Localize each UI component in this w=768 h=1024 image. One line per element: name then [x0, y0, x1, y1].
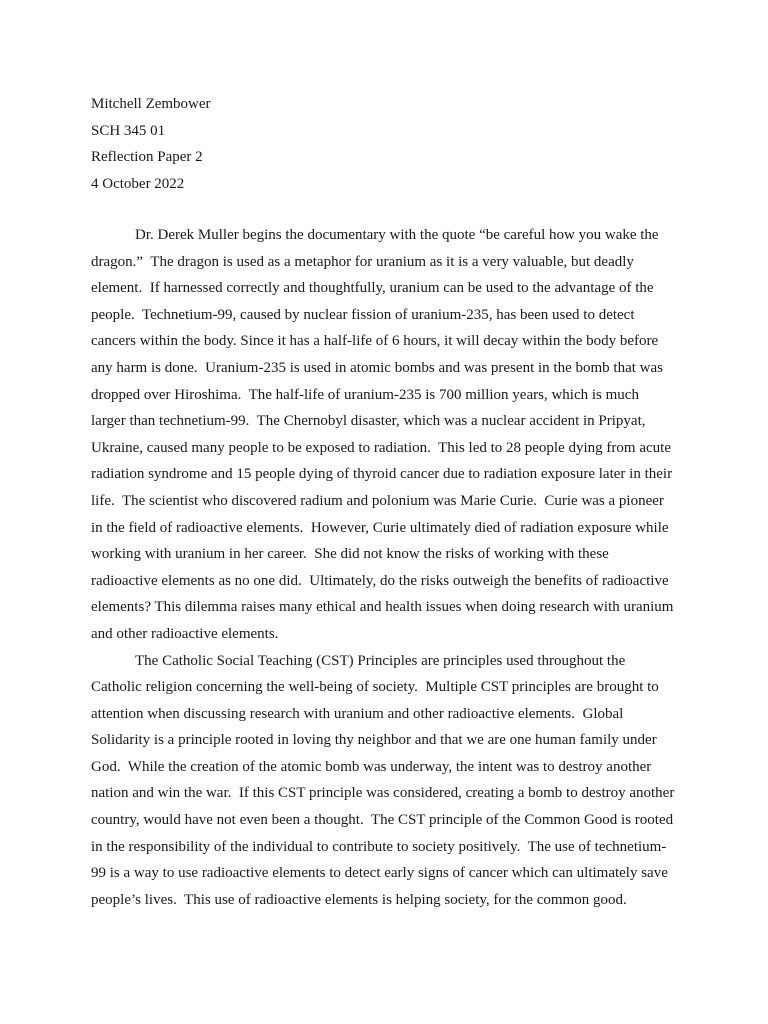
- text-line: Ukraine, caused many people to be exposed to radiation. This led to 28 people dying from acute: [91, 439, 671, 456]
- text-line: element. If harnessed correctly and thoughtfully, uranium can be used to the advantage of the: [91, 280, 654, 297]
- author-name: Mitchell Zembower: [91, 96, 211, 112]
- text-line: Solidarity is a principle rooted in loving thy neighbor and that we are one human family under: [91, 732, 657, 749]
- text-line: The Catholic Social Teaching (CST) Principles are principles used throughout the: [135, 652, 626, 669]
- text-line: in the responsibility of the individual to contribute to society positively. The use of technetium-: [91, 838, 667, 855]
- text-line: dragon.” The dragon is used as a metaphor for uranium as it is a very valuable, but deadly: [91, 253, 634, 270]
- text-line: Dr. Derek Muller begins the documentary with the quote “be careful how you wake the: [135, 227, 659, 243]
- text-line: life. The scientist who discovered radium and polonium was Marie Curie. Curie was a pioneer: [91, 492, 664, 509]
- course-code: SCH 345 01: [91, 122, 166, 139]
- text-line: radioactive elements as no one did. Ultimately, do the risks outweigh the benefits of radioactive: [91, 572, 669, 589]
- assignment-title: Reflection Paper 2: [91, 149, 203, 165]
- text-line: larger than technetium-99. The Chernobyl disaster, which was a nuclear accident in Pripyat,: [91, 413, 646, 430]
- text-line: attention when discussing research with uranium and other radioactive elements. Global: [91, 705, 624, 722]
- text-line: radiation syndrome and 15 people dying of thyroid cancer due to radiation exposure later in their: [91, 466, 673, 483]
- text-line: elements? This dilemma raises many ethical and health issues when doing research with uranium: [91, 599, 674, 616]
- text-line: country, would have not even been a thought. The CST principle of the Common Good is rooted: [91, 812, 674, 829]
- text-line: working with uranium in her career. She did not know the risks of working with these: [91, 546, 609, 563]
- paragraph-1: [91, 222, 691, 648]
- text-line: cancers within the body. Since it has a half-life of 6 hours, it will decay within the body before: [91, 333, 659, 350]
- text-line: nation and win the war. If this CST principle was considered, creating a bomb to destroy another: [91, 785, 675, 802]
- paragraph-2: [91, 648, 691, 914]
- text-line: and other radioactive elements.: [91, 625, 279, 642]
- text-line: 99 is a way to use radioactive elements to detect early signs of cancer which can ultimately save: [91, 865, 668, 882]
- text-line: Catholic religion concerning the well-being of society. Multiple CST principles are brought to: [91, 679, 659, 696]
- text-line: people’s lives. This use of radioactive elements is helping society, for the common good.: [91, 891, 627, 908]
- document-header: [91, 91, 211, 197]
- text-line: people. Technetium-99, caused by nuclear fission of uranium-235, has been used to detect: [91, 306, 635, 323]
- document-date: 4 October 2022: [91, 175, 185, 192]
- text-line: any harm is done. Uranium-235 is used in atomic bombs and was present in the bomb that was: [91, 359, 663, 376]
- text-line: God. While the creation of the atomic bomb was underway, the intent was to destroy another: [91, 758, 652, 775]
- text-line: in the field of radioactive elements. However, Curie ultimately died of radiation exposure while: [91, 519, 669, 536]
- text-line: dropped over Hiroshima. The half-life of uranium-235 is 700 million years, which is much: [91, 386, 639, 403]
- document-body: [91, 222, 691, 913]
